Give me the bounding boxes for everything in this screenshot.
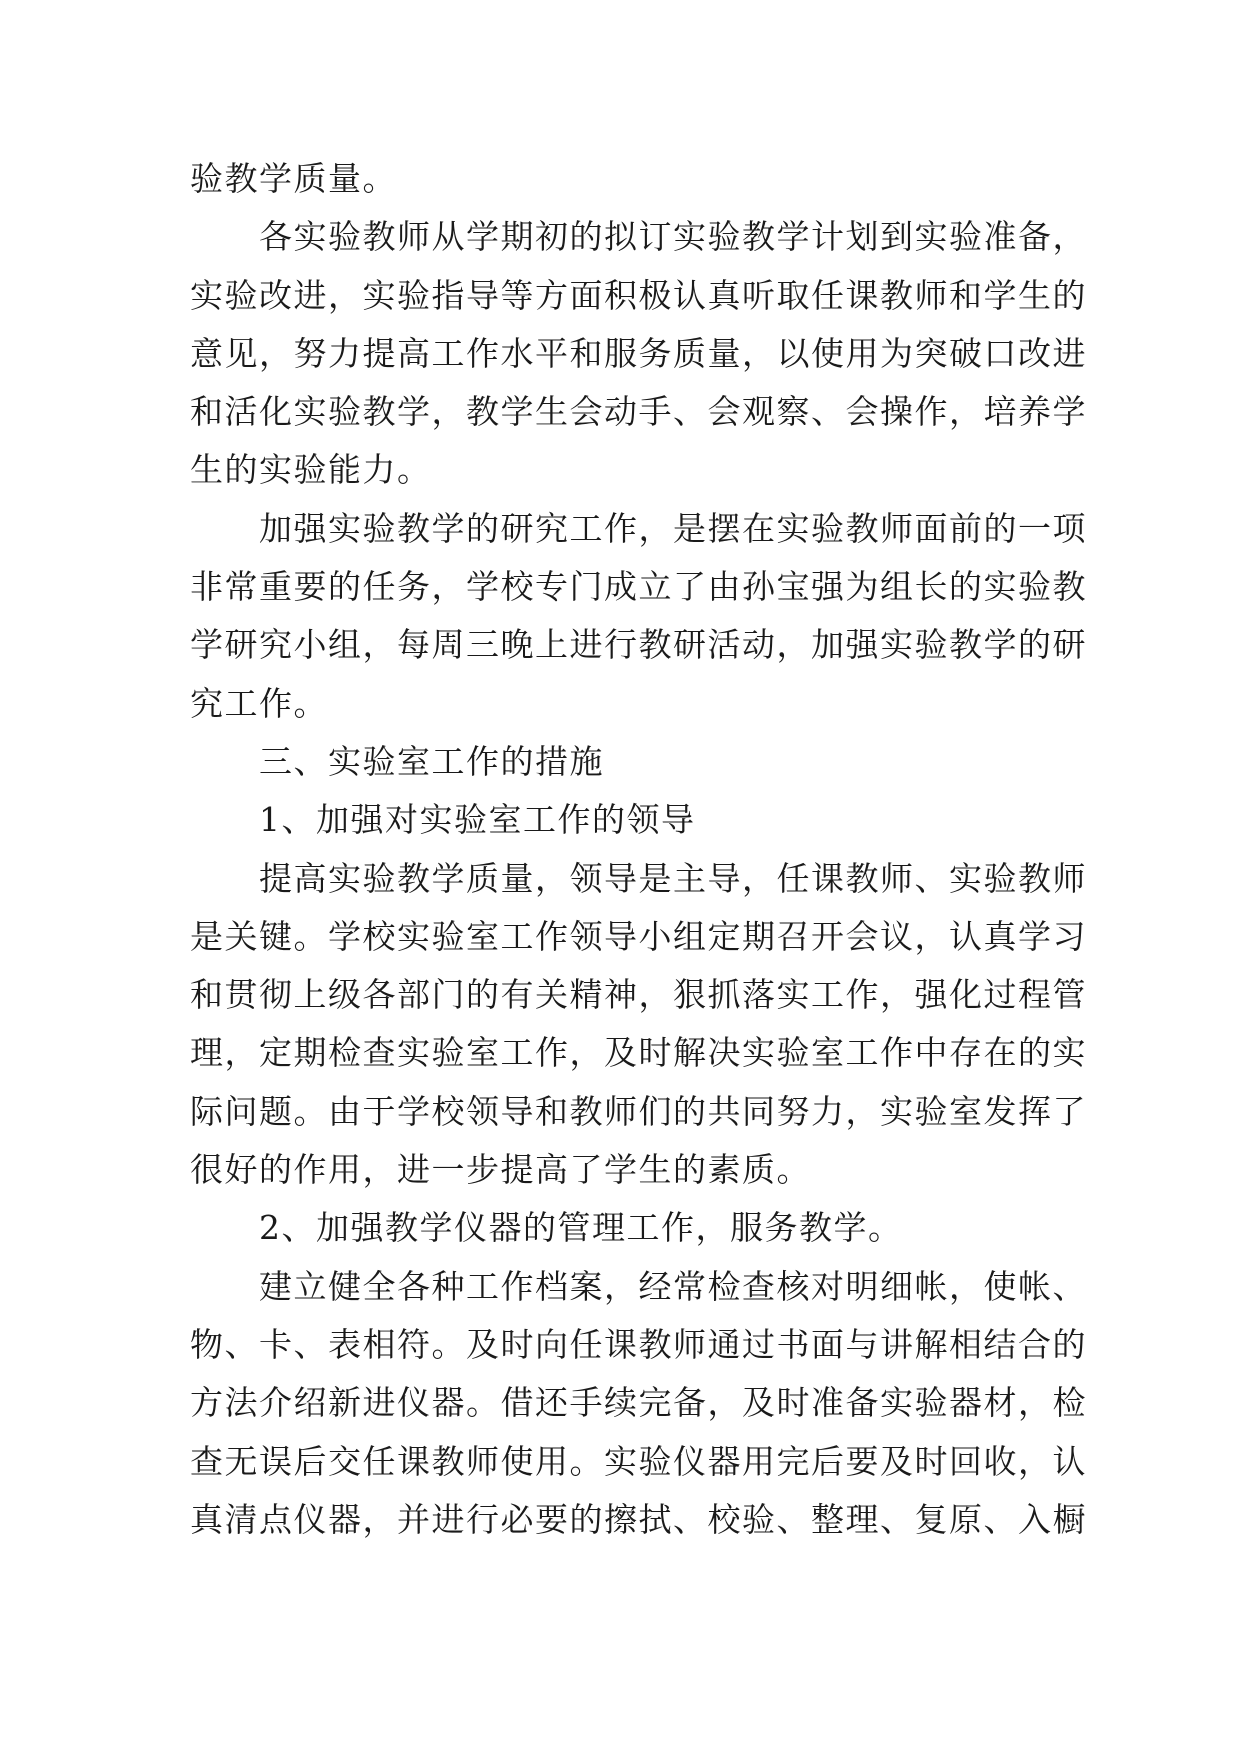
text-line: 加强实验教学的研究工作，是摆在实验教师面前的一项 [190,508,1087,548]
text-line: 生的实验能力。 [190,450,432,490]
text-line: 真清点仪器，并进行必要的擦拭、校验、整理、复原、入橱 [190,1499,1087,1539]
text-line: 实验改进，实验指导等方面积极认真听取任课教师和学生的 [190,275,1087,315]
text-line: 很好的作用，进一步提高了学生的素质。 [190,1150,811,1190]
text-line: 提高实验教学质量，领导是主导，任课教师、实验教师 [190,858,1087,898]
text-line: 验教学质量。 [190,159,397,198]
text-line: 2、加强教学仪器的管理工作，服务教学。 [190,1208,903,1248]
text-line: 究工作。 [190,683,328,723]
text-line: 学研究小组，每周三晚上进行教研活动，加强实验教学的研 [190,625,1087,665]
text-line: 物、卡、表相符。及时向任课教师通过书面与讲解相结合的 [190,1324,1087,1364]
text-line: 各实验教师从学期初的拟订实验教学计划到实验准备， [190,217,1087,257]
text-line: 建立健全各种工作档案，经常检查核对明细帐，使帐、 [190,1266,1087,1306]
text-line: 查无误后交任课教师使用。实验仪器用完后要及时回收，认 [190,1441,1087,1481]
text-line: 意见，努力提高工作水平和服务质量，以使用为突破口改进 [190,333,1087,373]
text-line: 和活化实验教学，教学生会动手、会观察、会操作，培养学 [190,392,1087,432]
text-line: 非常重要的任务，学校专门成立了由孙宝强为组长的实验教 [190,567,1087,607]
text-line: 是关键。学校实验室工作领导小组定期召开会议，认真学习 [190,916,1087,956]
text-line: 三、实验室工作的措施 [190,741,604,781]
text-line: 理，定期检查实验室工作，及时解决实验室工作中存在的实 [190,1033,1087,1073]
text-line: 际问题。由于学校领导和教师们的共同努力，实验室发挥了 [190,1091,1087,1131]
document-body [190,150,1087,1549]
text-line: 和贯彻上级各部门的有关精神，狠抓落实工作，强化过程管 [190,975,1087,1015]
text-line: 1、加强对实验室工作的领导 [190,800,696,840]
text-line: 方法介绍新进仪器。借还手续完备，及时准备实验器材，检 [190,1383,1087,1423]
